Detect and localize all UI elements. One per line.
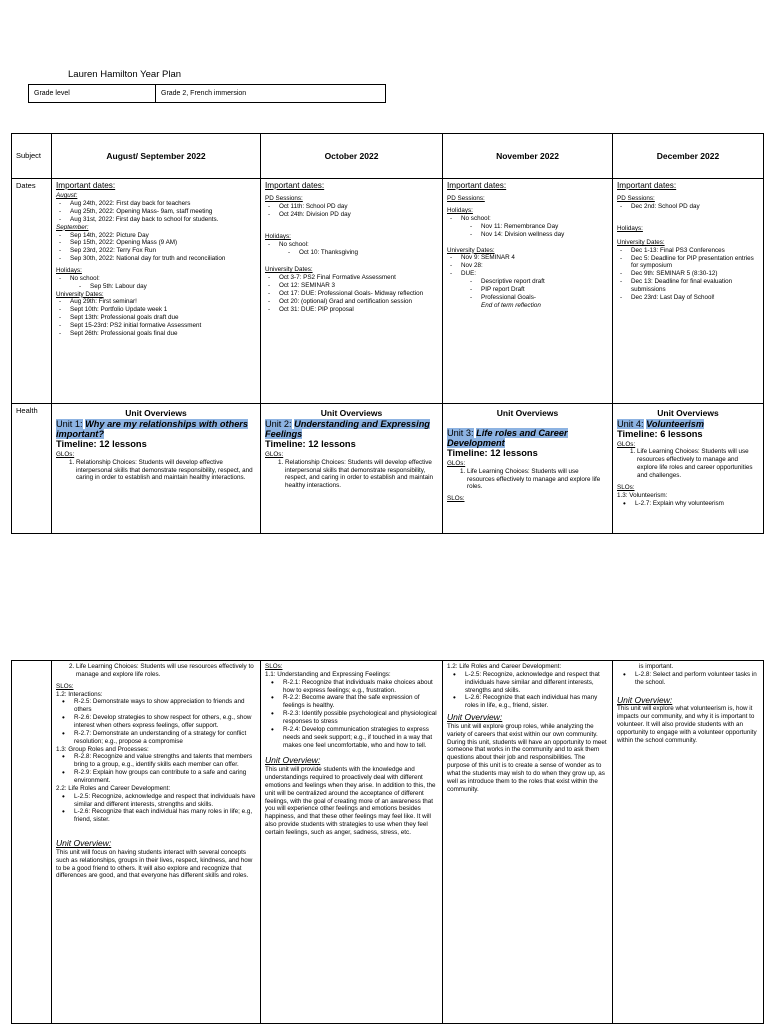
list-item: • L-2.8: Select and perform volunteer tasks in the school.	[631, 671, 759, 687]
list-item: - Dec 9th: SEMINAR 5 (8:30-12)	[627, 270, 759, 278]
university-dates-heading: University Dates:	[447, 246, 495, 254]
aug-sep-header: August/ September 2022	[52, 134, 261, 179]
unit-2-continued	[261, 661, 443, 1024]
unit-overview-heading: Unit Overview:	[617, 694, 673, 705]
list-item: • L-2.6: Recognize that each individual has many roles in life, e.g., friend, sister.	[461, 694, 608, 710]
dec-header: December 2022	[613, 134, 764, 179]
list-item: - Aug 29th: First seminar!	[66, 298, 256, 306]
slos-heading: SLOs:	[265, 663, 283, 670]
dec-dates	[613, 179, 764, 404]
year-plan-table	[11, 133, 764, 534]
unit-overview-heading: Unit Overview:	[56, 838, 112, 849]
list-item: • R-2.8: Recognize and value strengths and talents that members bring to a group, e.g., identify skills each member can offer.	[70, 753, 256, 769]
list-item: - No school: - Sep 5th: Labour day	[66, 275, 256, 291]
list-item: - PIP report Draft	[477, 286, 608, 294]
list-item: - Sept 15-23rd: PS2 initial formative Assessment	[66, 322, 256, 330]
oct-header: October 2022	[261, 134, 443, 179]
unit-1-prefix: Unit 1:	[56, 418, 83, 429]
list-item: - Oct 17: DUE: Professional Goals- Midway reflection	[275, 290, 438, 298]
glos-heading: GLOs:	[56, 450, 75, 458]
unit-overviews-heading: Unit Overviews	[657, 408, 719, 418]
unit-3-prefix: Unit 3:	[447, 427, 474, 438]
unit-4-timeline: Timeline: 6 lessons	[617, 428, 703, 439]
nov-header: November 2022	[443, 134, 613, 179]
list-item: • R-2.2: Become aware that the safe expression of feelings is healthy.	[279, 694, 438, 710]
list-item: • L-2.5: Recognize, acknowledge and respect that individuals have similar and different interests, strengths and skills.	[461, 671, 608, 695]
list-item: - Professional Goals- End of term reflection	[477, 294, 608, 310]
subject-header: Subject	[12, 134, 52, 179]
glo-item: 1. Life Learning Choices: Students will use resources effectively to manage and explore life roles and career opportunities and challenges.	[637, 448, 759, 479]
list-item: - Oct 20: (optional) Grad and certification session	[275, 298, 438, 306]
grade-level-value: Grade 2, French immersion	[156, 85, 386, 103]
slo-heading: 2.2: Life Roles and Career Development:	[56, 784, 171, 792]
pd-sessions-heading: PD Sessions:	[447, 195, 485, 203]
list-item: - Dec 1-13: Final PS3 Conferences	[627, 247, 759, 255]
unit-4-cell	[613, 404, 764, 534]
unit-overview-text: This unit will explore what volunteerism is, how it impacts our community, and why it is important to volunteer. It will also provide students with an opportunity to engage with a volunteer opportunity within the school community.	[617, 705, 757, 744]
unit-3-continued	[443, 661, 613, 1024]
slo-continued: is important.	[639, 663, 674, 670]
list-item: - Nov 11: Remembrance Day	[477, 223, 608, 231]
slo-heading: 1.3: Group Roles and Processes:	[56, 745, 149, 753]
unit-overviews-heading: Unit Overviews	[320, 408, 383, 418]
list-item: - Oct 3-7: PS2 Final Formative Assessment	[275, 274, 438, 282]
list-item: - Oct 11th: School PD day	[275, 203, 438, 211]
list-item: - Nov 9: SEMINAR 4	[457, 254, 608, 262]
unit-1-title: Why are my relationships with others important?	[56, 418, 248, 439]
list-item: - No school: - Nov 11: Remembrance Day - Nov 14: Division wellness day	[457, 215, 608, 239]
unit-overview-heading: Unit Overview:	[447, 712, 503, 723]
unit-1-continued	[52, 661, 261, 1024]
unit-overview-text: This unit will focus on having students interact with several concepts such as relationships, groups in their lives, respect, kindness, and how to be a good friend to others. It will also explore and recognize that differences are good, and that everyone has different skills and roles.	[56, 848, 253, 880]
list-item: - Sept 10th: Portfolio Update week 1	[66, 306, 256, 314]
unit-overviews-heading: Unit Overviews	[125, 408, 187, 418]
list-item: - Nov 14: Division wellness day	[477, 231, 608, 239]
holidays-heading: Holidays:	[265, 232, 291, 240]
unit-4-prefix: Unit 4:	[617, 418, 644, 429]
unit-overviews-heading: Unit Overviews	[496, 408, 559, 418]
glo-item: 1. Relationship Choices: Students will develop effective interpersonal skills that demonstrate responsibility, respect, and caring in order to establish and maintain healthy interactions.	[76, 459, 256, 483]
list-item: - Sep 15th, 2022: Opening Mass (9 AM)	[66, 239, 256, 247]
slos-heading: SLOs:	[56, 682, 74, 690]
list-item: - Dec 2nd: School PD day	[627, 203, 759, 211]
list-item: - Oct 12: SEMINAR 3	[275, 282, 438, 290]
list-item: • R-2.9: Explain how groups can contribute to a safe and caring environment.	[70, 769, 256, 785]
list-item: - Nov 28:	[457, 262, 608, 270]
year-plan-table-continued	[11, 660, 764, 1024]
list-item: • R-2.6: Develop strategies to show respect for others, e.g., show interest when others express feelings, offer support.	[70, 714, 256, 730]
important-dates-heading: Important dates:	[617, 181, 677, 190]
nov-dates	[443, 179, 613, 404]
holidays-heading: Holidays:	[447, 207, 473, 215]
unit-2-title: Understanding and Expressing Feelings	[265, 418, 430, 439]
holidays-heading: Holidays:	[56, 266, 82, 274]
list-item: - Aug 24th, 2022: First day back for teachers	[66, 200, 256, 208]
slo-heading: 1.2: Interactions:	[56, 690, 103, 698]
list-item: - Oct 31: DUE: PIP proposal	[275, 306, 438, 314]
unit-4-continued	[613, 661, 764, 1024]
unit-2-cell	[261, 404, 443, 534]
unit-1-cell	[52, 404, 261, 534]
list-item: - Sep 14th, 2022: Picture Day	[66, 232, 256, 240]
list-item: • L-2.7: Explain why volunteerism	[631, 500, 759, 508]
list-item: - Dec 5: Deadline for PIP presentation entries for symposium	[627, 255, 759, 271]
unit-2-prefix: Unit 2:	[265, 418, 292, 429]
list-item: - Oct 10: Thanksgiving	[295, 249, 438, 257]
slo-heading: 1.2: Life Roles and Career Development:	[447, 663, 562, 670]
list-item: - Sept 13th: Professional goals draft due	[66, 314, 256, 322]
list-item: - Dec 13: Deadline for final evaluation submissions	[627, 278, 759, 294]
dates-label: Dates	[12, 179, 52, 404]
pd-sessions-heading: PD Sessions:	[617, 195, 655, 203]
oct-dates	[261, 179, 443, 404]
important-dates-heading: Important dates:	[265, 181, 325, 190]
list-item: - Oct 24th: Division PD day	[275, 211, 438, 219]
unit-3-timeline: Timeline: 12 lessons	[447, 448, 538, 459]
university-dates-heading: University Dates:	[265, 266, 313, 274]
slo-heading: 1.3: Volunteerism:	[617, 491, 668, 499]
list-item: - Aug 25th, 2022: Opening Mass- 9am, staff meeting	[66, 208, 256, 216]
slos-heading: SLOs:	[447, 495, 465, 503]
glo-item: 2. Life Learning Choices: Students will use resources effectively to manage and explore life roles.	[76, 663, 256, 679]
slo-heading: 1.1: Understanding and Expressing Feelings:	[265, 670, 391, 678]
grade-info-table	[28, 84, 386, 103]
glos-heading: GLOs:	[617, 440, 636, 448]
list-item: • R-2.4: Develop communication strategies to express needs and seek support; e.g., if touched in a way that makes one feel uncomfortable, who and how to tell.	[279, 726, 438, 750]
list-item: - Dec 23rd: Last Day of School!	[627, 294, 759, 302]
pd-sessions-heading: PD Sessions:	[265, 195, 303, 203]
list-item: • L-2.5: Recognize, acknowledge and respect that individuals have similar and different interests, strengths and skills.	[70, 793, 256, 809]
page-title: Lauren Hamilton Year Plan	[68, 69, 182, 80]
unit-overview-text: This unit will provide students with the knowledge and understandings required to proactively deal with different emotions and feelings when they arise. In addition to this, the unit will be centralized around the acceptance of different feelings, with the goal of creating more of an awareness that you will experience other feelings and emotions besides happiness, and that these other feelings may feel like. It will also provide students with strategies to use when they feel certain feelings, such as anger, sadness, stress, etc.	[265, 766, 436, 836]
glo-item: 1. Relationship Choices: Students will develop effective interpersonal skills that demonstrate responsibility, respect, and caring in order to establish and maintain healthy interactions.	[285, 459, 438, 490]
glo-item: 1. Life Learning Choices: Students will use resources effectively to manage and explore life roles.	[467, 468, 608, 492]
aug-sep-dates	[52, 179, 261, 404]
list-item: - Sept 26th: Professional goals final due	[66, 330, 256, 338]
unit-overview-text: This unit will explore group roles, while analyzing the variety of careers that exist within our own community. During this unit, students will have an opportunity to meet someone that works in the community and to ask them questions about their job and responsibilities. The purpose of this unit is to create a sense of wonder as to what the students may wish to do when they grow up, as well as introduce them to the roles that exist within the community.	[447, 722, 607, 793]
important-dates-heading: Important dates:	[56, 181, 116, 190]
september-heading: September:	[56, 223, 89, 231]
unit-overview-heading: Unit Overview:	[265, 755, 321, 766]
list-item: - Sep 5th: Labour day	[86, 283, 256, 291]
slos-heading: SLOs:	[617, 483, 635, 491]
list-item: • L-2.6: Recognize that each individual has many roles in life; e.g, friend, sister.	[70, 808, 256, 824]
glos-heading: GLOs:	[265, 450, 284, 458]
unit-4-title: Volunteerism	[646, 418, 704, 429]
unit-1-timeline: Timeline: 12 lessons	[56, 439, 147, 450]
list-item: - Sep 30th, 2022: National day for truth and reconciliation	[66, 255, 256, 263]
list-item: - Aug 31st, 2022: First day back to school for students.	[66, 216, 256, 224]
university-dates-heading: University Dates:	[56, 290, 104, 298]
unit-2-timeline: Timeline: 12 lessons	[265, 439, 356, 450]
unit-3-cell	[443, 404, 613, 534]
list-item: - DUE: - Descriptive report draft - PIP report Draft - Professional Goals- End of term reflection	[457, 270, 608, 309]
list-item: • R-2.7: Demonstrate an understanding of a strategy for conflict resolution; e.g., propose a compromise	[70, 730, 256, 746]
list-item: • R-2.5: Demonstrate ways to show appreciation to friends and others	[70, 698, 256, 714]
holidays-heading: Holidays:	[617, 224, 643, 232]
health-label: Health	[12, 404, 52, 534]
list-item: - Sep 23rd, 2022: Terry Fox Run	[66, 247, 256, 255]
august-heading: August:	[56, 192, 78, 200]
list-item: • R-2.3: Identify possible psychological and physiological responses to stress	[279, 710, 438, 726]
list-item: • R-2.1: Recognize that individuals make choices about how to express feelings; e.g., frustration.	[279, 679, 438, 695]
list-item: - No school: - Oct 10: Thanksgiving	[275, 241, 438, 257]
important-dates-heading: Important dates:	[447, 181, 507, 190]
unit-3-title: Life roles and Career Development	[447, 427, 568, 448]
university-dates-heading: University Dates:	[617, 238, 665, 246]
glos-heading: GLOs:	[447, 459, 466, 467]
list-item: - Descriptive report draft	[477, 278, 608, 286]
grade-level-label: Grade level	[29, 85, 156, 103]
